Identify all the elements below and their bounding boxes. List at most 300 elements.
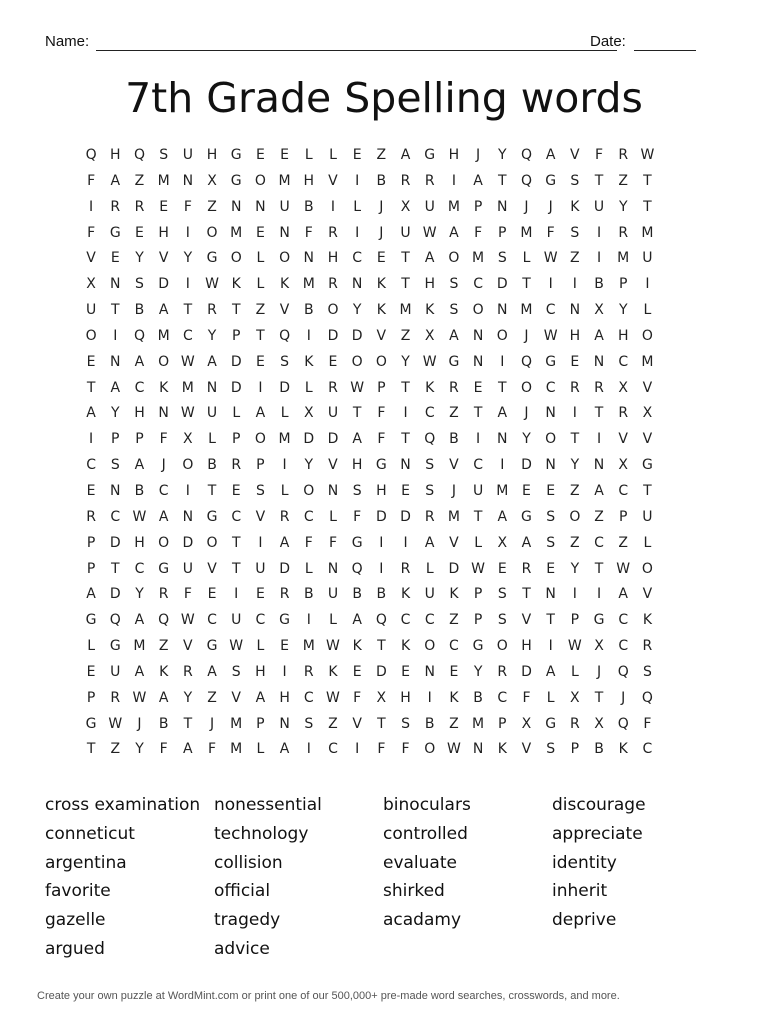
grid-letter[interactable]: I [548,276,553,293]
grid-letter[interactable]: I [403,405,408,422]
grid-letter[interactable]: K [425,379,435,396]
grid-letter[interactable]: Z [134,172,145,189]
grid-letter[interactable]: N [110,482,121,499]
grid-letter[interactable]: P [256,715,265,732]
grid-letter[interactable]: I [89,431,94,448]
grid-letter[interactable]: C [642,741,653,758]
grid-letter[interactable]: T [498,172,507,189]
grid-letter[interactable]: T [231,560,241,577]
grid-letter[interactable]: S [546,508,556,525]
grid-letter[interactable]: X [618,457,629,474]
grid-letter[interactable]: E [401,663,410,680]
grid-letter[interactable]: I [258,379,263,396]
grid-letter[interactable]: K [570,198,580,215]
grid-letter[interactable]: D [521,457,532,474]
grid-letter[interactable]: U [182,560,193,577]
grid-letter[interactable]: F [353,508,362,525]
grid-letter[interactable]: R [521,560,532,577]
grid-letter[interactable]: O [472,302,484,319]
grid-letter[interactable]: I [282,663,287,680]
grid-letter[interactable]: X [497,534,508,551]
grid-letter[interactable]: H [400,689,411,706]
grid-letter[interactable]: Q [85,147,97,163]
grid-letter[interactable]: E [255,586,265,603]
grid-letter[interactable]: Q [351,560,363,577]
grid-letter[interactable]: F [183,586,192,603]
grid-letter[interactable]: K [400,638,411,655]
grid-letter[interactable]: X [86,276,96,293]
grid-letter[interactable]: Z [400,327,411,344]
grid-letter[interactable]: Q [520,147,532,163]
grid-letter[interactable]: D [327,327,339,344]
grid-letter[interactable]: Y [207,327,217,344]
grid-letter[interactable]: U [85,302,97,319]
grid-letter[interactable]: L [643,302,652,319]
grid-letter[interactable]: Y [498,147,507,163]
grid-letter[interactable]: V [642,586,653,603]
grid-letter[interactable]: T [594,689,604,706]
grid-letter[interactable]: H [255,663,266,680]
grid-letter[interactable]: M [447,508,460,525]
grid-letter[interactable]: P [377,379,386,396]
grid-letter[interactable]: V [642,379,653,396]
grid-letter[interactable]: A [158,508,169,525]
grid-letter[interactable]: I [185,276,190,293]
grid-letter[interactable]: S [231,663,241,680]
grid-letter[interactable]: B [449,431,459,448]
grid-letter[interactable]: A [545,663,556,680]
grid-letter[interactable]: M [302,638,315,655]
grid-letter[interactable]: G [545,172,557,189]
grid-letter[interactable]: H [303,172,315,189]
grid-letter[interactable]: L [546,689,555,706]
grid-letter[interactable]: F [595,147,604,163]
grid-letter[interactable]: C [473,276,483,293]
grid-letter[interactable]: Y [522,431,531,448]
grid-letter[interactable]: I [596,586,602,603]
grid-letter[interactable]: S [425,457,435,474]
grid-letter[interactable]: Q [279,327,291,344]
grid-letter[interactable]: S [570,224,580,241]
grid-letter[interactable]: H [569,327,581,344]
grid-letter[interactable]: V [207,560,217,577]
grid-letter[interactable]: D [496,276,508,293]
grid-letter[interactable]: B [303,198,314,215]
grid-letter[interactable]: F [328,534,337,551]
grid-letter[interactable]: F [401,741,410,758]
grid-letter[interactable]: N [497,198,508,215]
grid-letter[interactable]: L [280,405,289,422]
grid-letter[interactable]: X [594,715,604,732]
grid-letter[interactable]: H [617,327,629,344]
grid-letter[interactable]: G [472,638,484,655]
grid-letter[interactable]: M [617,250,630,267]
grid-letter[interactable]: Y [570,457,580,474]
grid-letter[interactable]: E [376,250,386,267]
grid-letter[interactable]: B [303,586,314,603]
grid-letter[interactable]: K [642,612,652,629]
grid-letter[interactable]: L [643,534,652,551]
grid-letter[interactable]: L [256,250,265,267]
grid-letter[interactable]: R [110,689,121,706]
grid-letter[interactable]: E [255,147,265,163]
grid-letter[interactable]: Z [449,715,459,732]
grid-letter[interactable]: R [594,379,604,396]
grid-letter[interactable]: Y [135,586,144,603]
grid-letter[interactable]: G [448,353,460,370]
grid-letter[interactable]: A [255,405,266,422]
grid-letter[interactable]: S [159,147,169,163]
grid-letter[interactable]: E [231,482,241,499]
grid-letter[interactable]: V [570,147,580,163]
grid-letter[interactable]: M [278,172,291,189]
grid-letter[interactable]: R [400,560,411,577]
grid-letter[interactable]: W [543,250,558,267]
grid-letter[interactable]: A [255,689,266,706]
grid-letter[interactable]: T [86,379,96,396]
grid-letter[interactable]: Y [473,663,483,680]
grid-letter[interactable]: U [327,586,339,603]
grid-letter[interactable]: P [498,715,507,732]
grid-letter[interactable]: T [183,302,193,319]
grid-letter[interactable]: E [401,482,410,499]
grid-letter[interactable]: E [255,353,265,370]
grid-letter[interactable]: Y [401,353,410,370]
grid-letter[interactable]: V [183,638,193,655]
grid-letter[interactable]: S [570,172,580,189]
grid-letter[interactable]: F [474,224,483,241]
grid-letter[interactable]: S [110,457,120,474]
grid-letter[interactable]: G [545,715,557,732]
grid-letter[interactable]: C [134,560,145,577]
grid-letter[interactable]: X [183,431,193,448]
grid-letter[interactable]: B [473,689,483,706]
grid-letter[interactable]: K [425,302,435,319]
grid-letter[interactable]: N [472,327,484,344]
grid-letter[interactable]: V [642,431,653,448]
grid-letter[interactable]: T [352,405,362,422]
grid-letter[interactable]: A [207,663,217,680]
grid-letter[interactable]: O [641,560,653,577]
grid-letter[interactable]: D [230,353,242,370]
grid-letter[interactable]: N [182,508,194,525]
grid-letter[interactable]: R [424,508,435,525]
grid-letter[interactable]: Y [304,457,314,474]
grid-letter[interactable]: W [132,689,147,706]
grid-letter[interactable]: M [302,276,315,293]
grid-letter[interactable]: L [425,560,434,577]
grid-letter[interactable]: U [424,198,435,215]
grid-letter[interactable]: D [230,379,242,396]
grid-letter[interactable]: P [498,224,507,241]
grid-letter[interactable]: V [328,457,338,474]
grid-letter[interactable]: K [497,741,507,758]
grid-letter[interactable]: U [206,405,218,422]
grid-letter[interactable]: K [159,379,169,396]
grid-letter[interactable]: V [255,508,266,525]
grid-letter[interactable]: R [279,586,290,603]
grid-letter[interactable]: A [424,534,435,551]
grid-letter[interactable]: D [448,560,460,577]
grid-letter[interactable]: O [351,353,363,370]
grid-letter[interactable]: U [327,405,339,422]
grid-letter[interactable]: V [352,715,362,732]
grid-letter[interactable]: W [616,560,631,577]
grid-letter[interactable]: K [304,353,314,370]
grid-letter[interactable]: N [327,482,339,499]
grid-letter[interactable]: D [521,663,532,680]
grid-letter[interactable]: T [594,172,604,189]
grid-letter[interactable]: C [231,508,242,525]
grid-letter[interactable]: G [230,147,242,163]
grid-letter[interactable]: E [352,663,362,680]
grid-letter[interactable]: K [400,586,411,603]
grid-letter[interactable]: I [379,560,384,577]
grid-letter[interactable]: I [306,741,311,758]
grid-letter[interactable]: N [545,405,556,422]
grid-letter[interactable]: T [111,560,120,577]
grid-letter[interactable]: H [424,276,435,293]
grid-letter[interactable]: R [279,508,290,525]
grid-letter[interactable]: L [256,741,265,758]
grid-letter[interactable]: Z [570,250,580,267]
grid-letter[interactable]: C [400,612,411,629]
grid-letter[interactable]: J [161,457,166,474]
grid-letter[interactable]: T [570,431,580,448]
grid-letter[interactable]: H [110,147,121,163]
grid-letter[interactable]: L [256,638,265,655]
grid-letter[interactable]: F [304,224,313,241]
grid-letter[interactable]: L [208,431,216,448]
grid-letter[interactable]: E [280,638,290,655]
grid-letter[interactable]: O [254,431,266,448]
grid-letter[interactable]: E [570,353,580,370]
grid-letter[interactable]: O [375,353,387,370]
grid-letter[interactable]: U [110,663,121,680]
grid-letter[interactable]: I [548,638,553,655]
grid-letter[interactable]: Z [207,689,217,706]
grid-letter[interactable]: E [255,224,265,241]
grid-letter[interactable]: T [231,534,241,551]
grid-letter[interactable]: L [304,560,313,577]
grid-letter[interactable]: F [546,224,555,241]
grid-letter[interactable]: A [545,147,556,163]
grid-letter[interactable]: O [254,172,266,189]
grid-letter[interactable]: H [279,689,290,706]
grid-letter[interactable]: Q [158,612,170,629]
grid-letter[interactable]: U [593,198,605,215]
grid-letter[interactable]: J [476,147,481,163]
grid-letter[interactable]: I [330,198,336,215]
grid-letter[interactable]: P [570,741,580,758]
grid-letter[interactable]: Z [449,612,459,629]
grid-letter[interactable]: K [231,276,241,293]
grid-letter[interactable]: T [522,276,531,293]
grid-letter[interactable]: F [353,689,362,706]
grid-letter[interactable]: T [401,431,410,448]
grid-letter[interactable]: J [451,482,456,499]
grid-letter[interactable]: P [473,612,483,629]
grid-letter[interactable]: W [229,638,244,655]
grid-letter[interactable]: O [158,534,170,551]
grid-letter[interactable]: K [376,302,386,319]
grid-letter[interactable]: S [425,482,435,499]
grid-letter[interactable]: H [134,405,145,422]
grid-letter[interactable]: X [424,327,435,344]
grid-letter[interactable]: M [181,379,194,396]
grid-letter[interactable]: V [618,431,628,448]
grid-letter[interactable]: R [618,147,629,163]
grid-letter[interactable]: C [303,689,314,706]
grid-letter[interactable]: R [569,715,580,732]
grid-letter[interactable]: F [643,715,652,732]
grid-letter[interactable]: J [524,327,529,344]
grid-letter[interactable]: Y [135,741,144,758]
grid-letter[interactable]: I [185,224,190,241]
grid-letter[interactable]: I [596,250,602,267]
grid-letter[interactable]: W [350,379,365,396]
grid-letter[interactable]: D [327,431,339,448]
grid-letter[interactable]: H [351,457,363,474]
grid-letter[interactable]: E [546,482,556,499]
grid-letter[interactable]: M [133,638,146,655]
grid-letter[interactable]: Y [183,689,193,706]
grid-letter[interactable]: C [207,612,217,629]
grid-letter[interactable]: K [449,689,459,706]
grid-letter[interactable]: R [424,172,435,189]
grid-letter[interactable]: C [110,508,121,525]
grid-letter[interactable]: A [594,327,604,344]
grid-letter[interactable]: N [497,302,508,319]
grid-letter[interactable]: B [134,482,145,499]
grid-letter[interactable]: I [355,172,360,189]
grid-letter[interactable]: S [449,302,459,319]
grid-letter[interactable]: C [158,482,169,499]
grid-letter[interactable]: Z [158,638,169,655]
grid-letter[interactable]: N [593,457,605,474]
grid-letter[interactable]: M [230,224,243,241]
grid-letter[interactable]: N [230,198,242,215]
grid-letter[interactable]: Q [133,147,145,163]
grid-letter[interactable]: L [87,638,95,655]
grid-letter[interactable]: I [572,586,577,603]
grid-letter[interactable]: C [618,482,629,499]
grid-letter[interactable]: E [522,482,531,499]
grid-letter[interactable]: O [569,508,581,525]
grid-letter[interactable]: Z [255,302,266,319]
grid-letter[interactable]: M [472,250,485,267]
grid-letter[interactable]: O [206,224,218,241]
grid-letter[interactable]: V [521,741,532,758]
grid-letter[interactable]: W [326,689,340,706]
grid-letter[interactable]: J [548,198,553,215]
grid-letter[interactable]: O [303,482,315,499]
grid-letter[interactable]: G [206,638,218,655]
grid-letter[interactable]: L [280,482,289,499]
grid-letter[interactable]: R [569,379,580,396]
grid-letter[interactable]: W [180,405,195,422]
grid-letter[interactable]: O [85,327,97,344]
grid-letter[interactable]: S [497,250,507,267]
grid-letter[interactable]: V [376,327,387,344]
grid-letter[interactable]: Q [109,612,121,629]
grid-letter[interactable]: L [329,147,337,163]
grid-letter[interactable]: R [110,198,121,215]
grid-letter[interactable]: Z [449,405,459,422]
grid-letter[interactable]: O [496,327,508,344]
grid-letter[interactable]: L [232,405,241,422]
grid-letter[interactable]: A [110,379,121,396]
grid-letter[interactable]: J [524,405,529,422]
grid-letter[interactable]: D [109,534,121,551]
grid-letter[interactable]: X [521,715,532,732]
grid-letter[interactable]: F [377,431,386,448]
grid-letter[interactable]: J [379,198,384,215]
grid-letter[interactable]: Z [618,172,629,189]
grid-letter[interactable]: I [306,612,311,629]
grid-letter[interactable]: C [134,379,145,396]
grid-letter[interactable]: E [135,224,144,241]
grid-letter[interactable]: W [326,638,340,655]
grid-letter[interactable]: I [355,741,360,758]
grid-letter[interactable]: G [230,172,242,189]
grid-letter[interactable]: O [279,250,291,267]
grid-letter[interactable]: Z [570,534,580,551]
grid-letter[interactable]: P [135,431,144,448]
grid-letter[interactable]: S [546,741,556,758]
grid-letter[interactable]: J [621,689,626,706]
grid-letter[interactable]: I [572,276,577,293]
grid-letter[interactable]: R [328,224,338,241]
grid-letter[interactable]: C [255,612,266,629]
grid-letter[interactable]: E [352,147,362,163]
grid-letter[interactable]: T [522,586,531,603]
grid-letter[interactable]: I [258,534,263,551]
grid-letter[interactable]: C [545,379,556,396]
grid-letter[interactable]: C [473,457,483,474]
grid-letter[interactable]: S [135,276,144,293]
grid-letter[interactable]: G [641,457,653,474]
grid-letter[interactable]: E [207,586,217,603]
grid-letter[interactable]: F [87,224,96,241]
grid-letter[interactable]: Q [520,172,532,189]
grid-letter[interactable]: N [303,250,315,267]
grid-letter[interactable]: R [449,379,459,396]
grid-letter[interactable]: Y [618,302,628,319]
grid-letter[interactable]: F [304,534,313,551]
grid-letter[interactable]: B [594,276,604,293]
grid-letter[interactable]: Y [352,302,362,319]
grid-letter[interactable]: R [642,638,653,655]
grid-letter[interactable]: I [451,172,456,189]
grid-letter[interactable]: Y [183,250,193,267]
grid-letter[interactable]: G [85,612,97,629]
grid-letter[interactable]: O [230,250,242,267]
grid-letter[interactable]: G [206,508,218,525]
grid-letter[interactable]: X [594,638,604,655]
grid-letter[interactable]: R [400,172,411,189]
grid-letter[interactable]: B [134,302,145,319]
grid-letter[interactable]: G [109,224,121,241]
grid-letter[interactable]: U [642,250,653,267]
grid-letter[interactable]: X [303,405,314,422]
grid-letter[interactable]: P [86,534,96,551]
grid-letter[interactable]: L [304,147,313,163]
grid-letter[interactable]: U [231,612,242,629]
grid-letter[interactable]: C [303,508,314,525]
grid-letter[interactable]: H [158,224,169,241]
grid-letter[interactable]: C [182,327,193,344]
